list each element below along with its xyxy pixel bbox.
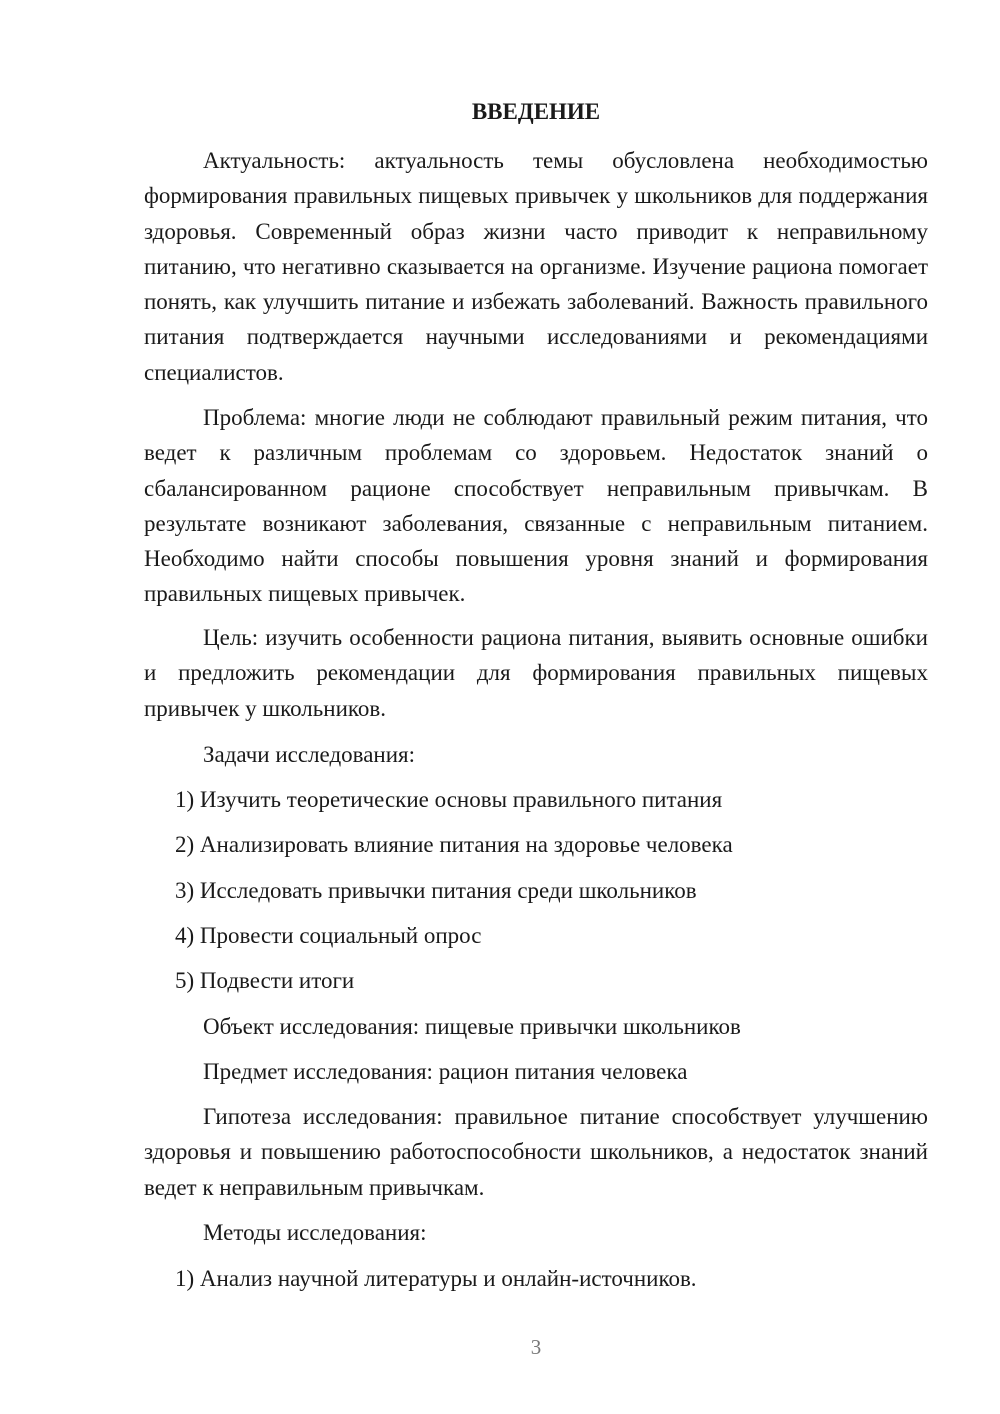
task-item-5: 5) Подвести итоги: [175, 968, 355, 993]
relevance-paragraph: Актуальность: актуальность темы обусловлена необходимостью формирования правильных пищевых привычек у школьников для поддержания здоровья. Современный образ жизни часто приводит к неправильному питанию, что негативно сказывается на организме. Изучение рациона помогает понять, как улучшить питание и избежать заболеваний. Важность правильного питания подтверждается научными исследованиями и рекомендациями специалистов.: [144, 148, 928, 385]
hypothesis-paragraph: Гипотеза исследования: правильное питание способствует улучшению здоровья и повышению работоспособности школьников, а недостаток знаний ведет к неправильным привычкам.: [144, 1104, 928, 1200]
method-item-1: 1) Анализ научной литературы и онлайн-источников.: [175, 1266, 697, 1291]
task-item-3: 3) Исследовать привычки питания среди школьников: [175, 878, 697, 903]
task-item-1: 1) Изучить теоретические основы правильного питания: [175, 787, 723, 812]
object-line: Объект исследования: пищевые привычки школьников: [203, 1014, 741, 1039]
goal-paragraph: Цель: изучить особенности рациона питания, выявить основные ошибки и предложить рекомендации для формирования правильных пищевых привычек у школьников.: [144, 625, 928, 721]
task-item-2: 2) Анализировать влияние питания на здоровье человека: [175, 832, 733, 857]
page-number: 3: [530, 1335, 542, 1359]
methods-heading: Методы исследования:: [203, 1220, 427, 1245]
problem-paragraph: Проблема: многие люди не соблюдают правильный режим питания, что ведет к различным проблемам со здоровьем. Недостаток знаний о сбалансированном рационе способствует неправильным привычкам. В результате возникают заболевания, связанные с неправильным питанием. Необходимо найти способы повышения уровня знаний и формирования правильных пищевых привычек.: [144, 405, 928, 607]
section-heading: ВВЕДЕНИЕ: [471, 99, 601, 124]
task-item-4: 4) Провести социальный опрос: [175, 923, 482, 948]
subject-line: Предмет исследования: рацион питания человека: [203, 1059, 688, 1084]
tasks-heading: Задачи исследования:: [203, 742, 416, 767]
